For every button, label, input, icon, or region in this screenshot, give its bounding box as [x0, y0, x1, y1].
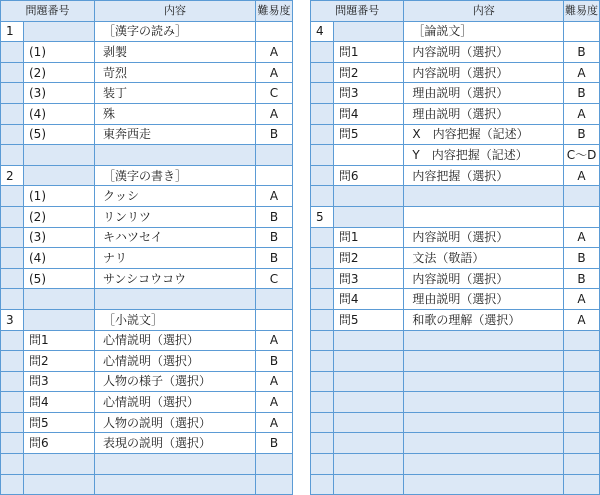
empty-row [311, 412, 600, 433]
table-row [311, 289, 600, 310]
table-row [1, 433, 293, 454]
group-number-cell [1, 42, 24, 63]
empty-cell [404, 474, 564, 495]
empty-cell [95, 454, 256, 475]
content-cell: 心情説明（選択） [95, 392, 256, 413]
empty-cell [1, 145, 24, 166]
sub-number: 問3 [333, 268, 404, 289]
content-cell: 人物の説明（選択） [95, 412, 256, 433]
difficulty-cell: C [256, 83, 293, 104]
empty-cell [311, 454, 334, 475]
empty-cell [333, 186, 404, 207]
group-number-cell [311, 62, 334, 83]
content-cell [404, 206, 564, 227]
sub-number: 問6 [24, 433, 95, 454]
group-number: 2 [1, 165, 24, 186]
difficulty-cell: B [256, 248, 293, 269]
table-row [311, 103, 600, 124]
sub-number: 問2 [333, 248, 404, 269]
sub-number: 問1 [24, 330, 95, 351]
sub-number: (2) [24, 206, 95, 227]
difficulty-cell: A [256, 330, 293, 351]
table-row [1, 351, 293, 372]
table-row [1, 124, 293, 145]
content-cell: 内容説明（選択） [404, 227, 564, 248]
group-number-cell [311, 145, 334, 166]
content-cell: 文法（敬語） [404, 248, 564, 269]
difficulty-cell: A [564, 165, 600, 186]
content-cell: クッシ [95, 186, 256, 207]
sub-number: (1) [24, 42, 95, 63]
empty-cell [256, 474, 293, 495]
content-cell: 剥製 [95, 42, 256, 63]
group-number-cell [311, 103, 334, 124]
sub-number: (4) [24, 103, 95, 124]
difficulty-cell: B [564, 42, 600, 63]
group-row [311, 206, 600, 227]
group-number-cell [1, 62, 24, 83]
empty-cell [311, 433, 334, 454]
content-cell: ［漢字の書き］ [95, 165, 256, 186]
content-cell: 心情説明（選択） [95, 351, 256, 372]
sub-number [333, 145, 404, 166]
empty-cell [404, 351, 564, 372]
sub-number: 問1 [333, 42, 404, 63]
difficulty-cell: B [256, 124, 293, 145]
empty-cell [564, 433, 600, 454]
empty-cell [564, 371, 600, 392]
sub-number: (2) [24, 62, 95, 83]
empty-cell [333, 392, 404, 413]
content-cell: ナリ [95, 248, 256, 269]
empty-cell [311, 371, 334, 392]
empty-cell [311, 351, 334, 372]
group-number: 4 [311, 21, 334, 42]
empty-cell [95, 289, 256, 310]
sub-number: 問3 [333, 83, 404, 104]
header-difficulty: 難易度 [564, 1, 600, 22]
difficulty-cell: B [564, 268, 600, 289]
empty-cell [333, 330, 404, 351]
group-number-cell [1, 206, 24, 227]
sub-number: 問5 [333, 309, 404, 330]
empty-row [1, 474, 293, 495]
empty-cell [333, 433, 404, 454]
sub-number-cell [333, 21, 404, 42]
group-number: 3 [1, 309, 24, 330]
table-row [1, 392, 293, 413]
empty-cell [564, 392, 600, 413]
difficulty-cell: A [256, 62, 293, 83]
difficulty-cell [256, 165, 293, 186]
table-row [1, 268, 293, 289]
left-table [0, 0, 293, 495]
empty-row [1, 289, 293, 310]
empty-cell [311, 474, 334, 495]
group-number-cell [1, 124, 24, 145]
content-cell: 心情説明（選択） [95, 330, 256, 351]
sub-number: 問1 [333, 227, 404, 248]
empty-cell [311, 330, 334, 351]
empty-cell [24, 474, 95, 495]
empty-cell [1, 454, 24, 475]
difficulty-cell: A [256, 392, 293, 413]
group-number-cell [1, 351, 24, 372]
content-cell: 和歌の理解（選択） [404, 309, 564, 330]
empty-cell [564, 186, 600, 207]
empty-cell [95, 145, 256, 166]
content-cell: ［論説文］ [404, 21, 564, 42]
group-number-cell [1, 227, 24, 248]
table-row [1, 248, 293, 269]
group-row [1, 309, 293, 330]
table-row [1, 330, 293, 351]
right-table-body [311, 21, 600, 495]
empty-row [311, 474, 600, 495]
difficulty-cell: B [256, 351, 293, 372]
difficulty-cell: C [256, 268, 293, 289]
table-row [311, 145, 600, 166]
empty-cell [311, 412, 334, 433]
empty-cell [564, 351, 600, 372]
content-cell: 理由説明（選択） [404, 83, 564, 104]
group-number-cell [1, 248, 24, 269]
content-cell: 東奔西走 [95, 124, 256, 145]
empty-cell [24, 289, 95, 310]
table-row [311, 227, 600, 248]
content-cell: 理由説明（選択） [404, 103, 564, 124]
sub-number: (1) [24, 186, 95, 207]
empty-cell [404, 433, 564, 454]
empty-cell [404, 371, 564, 392]
group-number-cell [1, 103, 24, 124]
difficulty-cell: C～D [564, 145, 600, 166]
header-content: 内容 [95, 1, 256, 22]
empty-cell [24, 454, 95, 475]
header-number: 問題番号 [1, 1, 95, 22]
sub-number: 問6 [333, 165, 404, 186]
group-number-cell [311, 289, 334, 310]
content-cell: 表現の説明（選択） [95, 433, 256, 454]
content-cell: X 内容把握（記述） [404, 124, 564, 145]
empty-cell [311, 392, 334, 413]
sub-number: 問4 [24, 392, 95, 413]
sub-number-cell [24, 309, 95, 330]
group-number-cell [311, 227, 334, 248]
sub-number: (5) [24, 268, 95, 289]
content-cell: リンリツ [95, 206, 256, 227]
group-number-cell [1, 186, 24, 207]
empty-cell [333, 474, 404, 495]
sub-number: 問5 [24, 412, 95, 433]
sub-number: 問2 [24, 351, 95, 372]
group-number-cell [1, 83, 24, 104]
empty-cell [564, 474, 600, 495]
table-row [311, 62, 600, 83]
empty-row [311, 454, 600, 475]
group-row [311, 21, 600, 42]
empty-cell [564, 412, 600, 433]
sub-number: 問3 [24, 371, 95, 392]
empty-cell [564, 454, 600, 475]
sub-number-cell [333, 206, 404, 227]
group-number-cell [1, 268, 24, 289]
sub-number: 問2 [333, 62, 404, 83]
difficulty-cell: B [256, 227, 293, 248]
group-number-cell [311, 83, 334, 104]
difficulty-cell: B [564, 124, 600, 145]
empty-cell [404, 330, 564, 351]
difficulty-cell: B [564, 83, 600, 104]
left-table-body [1, 21, 293, 495]
empty-cell [256, 145, 293, 166]
header-content: 内容 [404, 1, 564, 22]
content-cell: 内容説明（選択） [404, 268, 564, 289]
difficulty-cell: A [256, 371, 293, 392]
empty-cell [404, 412, 564, 433]
difficulty-cell: A [564, 227, 600, 248]
content-cell: 理由説明（選択） [404, 289, 564, 310]
sub-number: 問4 [333, 289, 404, 310]
content-cell: 内容把握（選択） [404, 165, 564, 186]
table-row [1, 186, 293, 207]
empty-cell [333, 454, 404, 475]
table-row [1, 412, 293, 433]
content-cell: 人物の様子（選択） [95, 371, 256, 392]
content-cell: ［小説文］ [95, 309, 256, 330]
empty-cell [95, 474, 256, 495]
table-row [311, 165, 600, 186]
empty-cell [404, 186, 564, 207]
empty-cell [404, 454, 564, 475]
table-row [311, 42, 600, 63]
header-row [311, 1, 600, 22]
table-row [1, 227, 293, 248]
sub-number: (5) [24, 124, 95, 145]
empty-cell [333, 371, 404, 392]
empty-cell [256, 454, 293, 475]
difficulty-cell: A [256, 412, 293, 433]
empty-cell [1, 474, 24, 495]
empty-row [311, 351, 600, 372]
group-number-cell [1, 412, 24, 433]
difficulty-cell: A [564, 62, 600, 83]
empty-row [311, 186, 600, 207]
group-number-cell [1, 371, 24, 392]
header-number: 問題番号 [311, 1, 404, 22]
table-row [1, 103, 293, 124]
group-number-cell [311, 309, 334, 330]
difficulty-cell: A [256, 186, 293, 207]
group-number-cell [311, 165, 334, 186]
difficulty-cell: A [564, 103, 600, 124]
right-table [310, 0, 600, 495]
empty-row [1, 454, 293, 475]
group-number-cell [1, 330, 24, 351]
difficulty-cell: A [256, 42, 293, 63]
empty-row [1, 145, 293, 166]
header-difficulty: 難易度 [256, 1, 293, 22]
empty-cell [333, 412, 404, 433]
difficulty-cell: B [256, 433, 293, 454]
group-number-cell [311, 268, 334, 289]
content-cell: Y 内容把握（記述） [404, 145, 564, 166]
sub-number: (3) [24, 227, 95, 248]
difficulty-cell [564, 206, 600, 227]
table-row [1, 62, 293, 83]
empty-cell [311, 186, 334, 207]
content-cell: 殊 [95, 103, 256, 124]
difficulty-cell [256, 21, 293, 42]
content-cell: 苛烈 [95, 62, 256, 83]
difficulty-cell: A [564, 289, 600, 310]
content-cell: 内容説明（選択） [404, 62, 564, 83]
empty-row [311, 371, 600, 392]
group-row [1, 165, 293, 186]
content-cell: キハツセイ [95, 227, 256, 248]
table-row [311, 268, 600, 289]
empty-row [311, 330, 600, 351]
sub-number: (3) [24, 83, 95, 104]
difficulty-cell: B [256, 206, 293, 227]
sub-number: 問5 [333, 124, 404, 145]
difficulty-cell: A [564, 309, 600, 330]
empty-cell [564, 330, 600, 351]
content-cell: サンシコウコウ [95, 268, 256, 289]
content-cell: ［漢字の読み］ [95, 21, 256, 42]
sub-number: (4) [24, 248, 95, 269]
table-row [1, 83, 293, 104]
empty-cell [256, 289, 293, 310]
group-number: 5 [311, 206, 334, 227]
difficulty-cell: A [256, 103, 293, 124]
table-row [311, 248, 600, 269]
table-row [311, 124, 600, 145]
sub-number-cell [24, 165, 95, 186]
empty-cell [24, 145, 95, 166]
header-row [1, 1, 293, 22]
group-number-cell [1, 433, 24, 454]
sub-number: 問4 [333, 103, 404, 124]
group-number: 1 [1, 21, 24, 42]
table-row [311, 83, 600, 104]
content-cell: 内容説明（選択） [404, 42, 564, 63]
difficulty-cell [564, 21, 600, 42]
table-row [311, 309, 600, 330]
table-row [1, 206, 293, 227]
sub-number-cell [24, 21, 95, 42]
difficulty-cell [256, 309, 293, 330]
empty-cell [1, 289, 24, 310]
empty-cell [404, 392, 564, 413]
group-number-cell [311, 124, 334, 145]
table-row [1, 42, 293, 63]
group-number-cell [311, 248, 334, 269]
difficulty-cell: B [564, 248, 600, 269]
table-row [1, 371, 293, 392]
empty-row [311, 392, 600, 413]
group-row [1, 21, 293, 42]
empty-row [311, 433, 600, 454]
empty-cell [333, 351, 404, 372]
group-number-cell [1, 392, 24, 413]
group-number-cell [311, 42, 334, 63]
content-cell: 装丁 [95, 83, 256, 104]
